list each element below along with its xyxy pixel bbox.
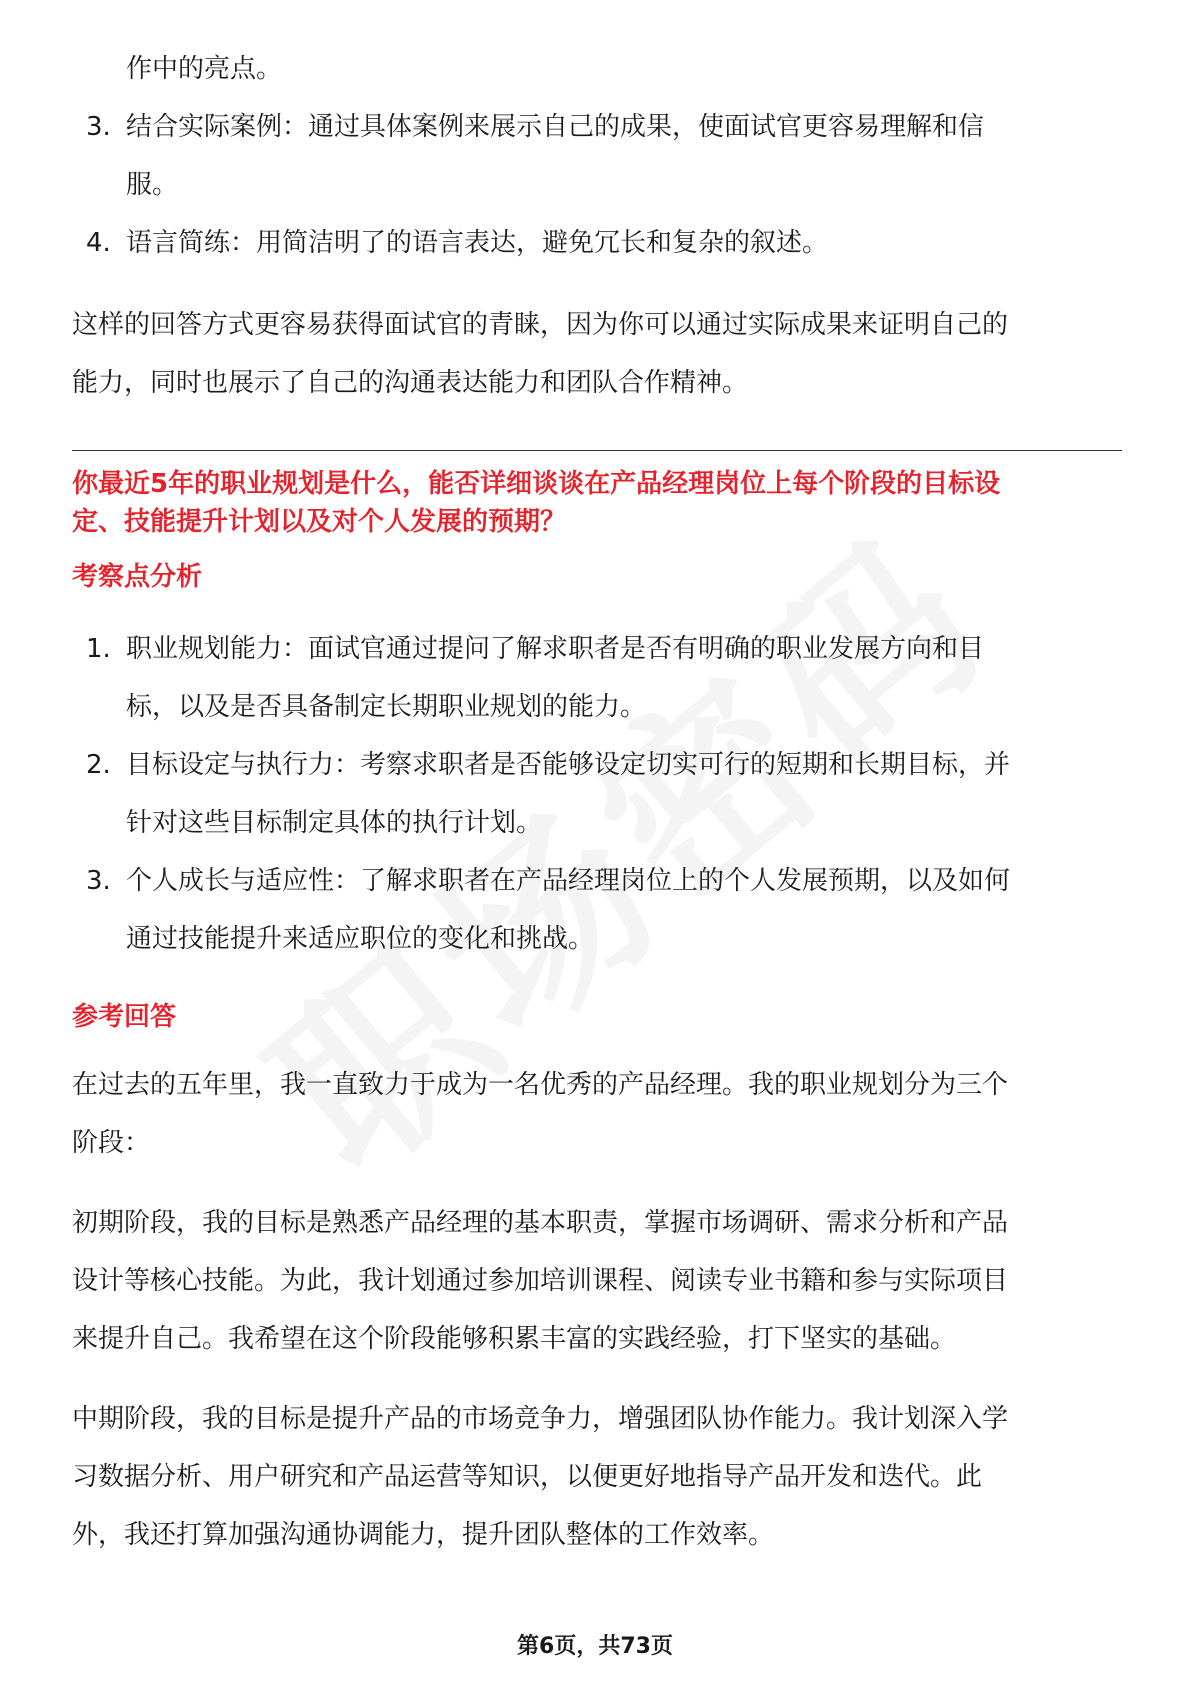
answer-line: 初期阶段，我的目标是熟悉产品经理的基本职责，掌握市场调研、需求分析和产品 <box>72 1208 1009 1238</box>
answer-title: 参考回答 <box>72 1002 177 1032</box>
list-number: 3. <box>86 112 111 142</box>
list-item-continuation <box>72 910 1122 968</box>
answer-line: 阶段： <box>72 1128 151 1158</box>
answer-line: 外，我还打算加强沟通协调能力，提升团队整体的工作效率。 <box>72 1520 775 1550</box>
list-item-continuation <box>72 156 1122 214</box>
answer-line: 中期阶段，我的目标是提升产品的市场竞争力，增强团队协作能力。我计划深入学 <box>72 1404 1009 1434</box>
list-item <box>72 98 1122 156</box>
list-number: 2. <box>86 750 111 780</box>
list-item <box>72 852 1122 910</box>
page-number: 第6页，共73页 <box>517 1634 673 1659</box>
list-text: 结合实际案例：通过具体案例来展示自己的成果，使面试官更容易理解和信 <box>126 112 985 142</box>
list-text: 个人成长与适应性：了解求职者在产品经理岗位上的个人发展预期，以及如何 <box>126 866 1011 896</box>
list-item-continuation <box>72 794 1122 852</box>
list-item <box>72 620 1122 678</box>
summary-line: 能力，同时也展示了自己的沟通表达能力和团队合作精神。 <box>72 368 749 398</box>
list-number: 1. <box>86 634 111 664</box>
answer-line: 来提升自己。我希望在这个阶段能够积累丰富的实践经验，打下坚实的基础。 <box>72 1324 957 1354</box>
answer-line: 在过去的五年里，我一直致力于成为一名优秀的产品经理。我的职业规划分为三个 <box>72 1070 1009 1100</box>
list-text: 职业规划能力：面试官通过提问了解求职者是否有明确的职业发展方向和目 <box>126 634 985 664</box>
list-number: 3. <box>86 866 111 896</box>
summary-line: 这样的回答方式更容易获得面试官的青睐，因为你可以通过实际成果来证明自己的 <box>72 310 1009 340</box>
answer-line: 设计等核心技能。为此，我计划通过参加培训课程、阅读专业书籍和参与实际项目 <box>72 1266 1009 1296</box>
list-text: 针对这些目标制定具体的执行计划。 <box>126 808 543 838</box>
list-number: 4. <box>86 228 111 258</box>
question-heading: 你最近5年的职业规划是什么，能否详细谈谈在产品经理岗位上每个阶段的目标设 <box>72 469 1001 499</box>
list-text: 标，以及是否具备制定长期职业规划的能力。 <box>126 692 647 722</box>
list-continuation: 作中的亮点。 <box>126 54 283 84</box>
list-item <box>72 214 1122 272</box>
list-item-continuation <box>72 678 1122 736</box>
list-text: 服。 <box>126 170 179 200</box>
analysis-title: 考察点分析 <box>72 562 203 592</box>
question-heading: 定、技能提升计划以及对个人发展的预期？ <box>72 507 567 537</box>
page-content <box>72 40 1122 1564</box>
tips-list <box>72 98 1122 272</box>
list-item <box>72 736 1122 794</box>
list-text: 语言简练：用简洁明了的语言表达，避免冗长和复杂的叙述。 <box>126 228 829 258</box>
answer-line: 习数据分析、用户研究和产品运营等知识，以便更好地指导产品开发和迭代。此 <box>72 1462 983 1492</box>
list-text: 目标设定与执行力：考察求职者是否能够设定切实可行的短期和长期目标，并 <box>126 750 1011 780</box>
list-text: 通过技能提升来适应职位的变化和挑战。 <box>126 924 595 954</box>
analysis-list <box>72 620 1122 968</box>
